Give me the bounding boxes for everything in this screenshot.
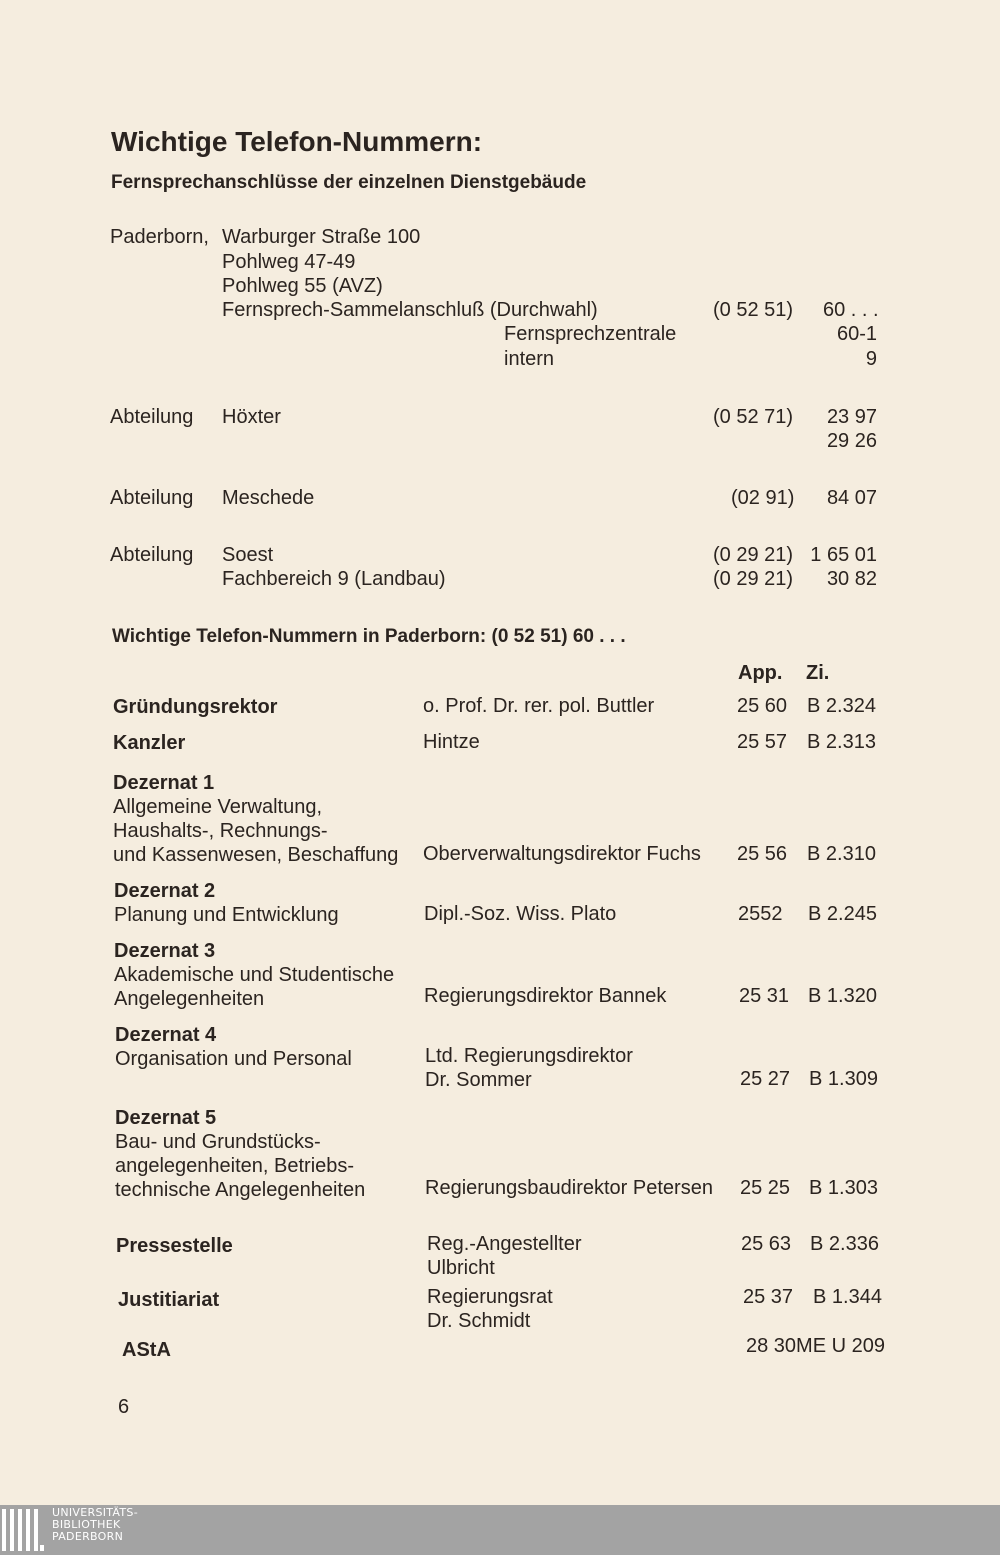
meschede-label: Abteilung [110,487,194,509]
pressestelle-person-2: Ulbricht [427,1257,495,1279]
dezernat1-zi: B 2.310 [807,843,876,865]
soest-sub-name: Fachbereich 9 (Landbau) [222,568,446,590]
gruendungsrektor-person: o. Prof. Dr. rer. pol. Buttler [423,695,655,717]
paderborn-central-label: Fernsprechzentrale [504,323,677,345]
justitiariat-person-2: Dr. Schmidt [427,1310,531,1332]
kanzler-title: Kanzler [113,732,186,754]
soest-sub-code: (0 29 21) [713,568,794,590]
hoexter-label: Abteilung [110,406,194,428]
library-logo-line3: PADERBORN [52,1530,124,1543]
dezernat1-title: Dezernat 1 [113,772,215,794]
soest-sub-number: 30 82 [826,568,877,590]
dezernat4-zi: B 1.309 [809,1068,878,1090]
paderborn-intern-number: 9 [865,348,877,370]
dezernat3-line2: Angelegenheiten [114,988,265,1010]
dezernat2-title: Dezernat 2 [114,880,216,902]
justitiariat-person-1: Regierungsrat [427,1286,553,1308]
soest-code: (0 29 21) [713,544,794,566]
library-logo-line2: BIBLIOTHEK [52,1518,121,1531]
paderborn-central-number: 60-1 [836,323,877,345]
page-number: 6 [118,1396,130,1418]
paderborn-intern-label: intern [504,348,555,370]
paderborn-address-1: Warburger Straße 100 [222,226,421,248]
dezernat3-zi: B 1.320 [808,985,877,1007]
gruendungsrektor-app: 25 60 [737,695,788,717]
paderborn-line-code: (0 52 51) [713,299,794,321]
hoexter-number-1: 23 97 [826,406,877,428]
page-subtitle: Fernsprechanschlüsse der einzelnen Dienstgebäude [111,172,587,193]
asta-app-zi: 28 30ME U 209 [746,1335,885,1357]
dezernat4-app: 25 27 [740,1068,791,1090]
justitiariat-zi: B 1.344 [813,1286,882,1308]
paderborn-address-3: Pohlweg 55 (AVZ) [222,275,383,297]
meschede-number: 84 07 [826,487,877,509]
dezernat5-person: Regierungsbaudirektor Petersen [425,1177,713,1199]
kanzler-app: 25 57 [737,731,788,753]
pressestelle-zi: B 2.336 [810,1233,879,1255]
paderborn-line-number: 60 . . . [823,299,879,321]
dezernat1-line2: Haushalts-, Rechnungs- [113,820,328,842]
dezernat4-person-1: Ltd. Regierungsdirektor [425,1045,633,1067]
dezernat2-app: 2552 [738,903,783,925]
dezernat5-line3: technische Angelegenheiten [115,1179,366,1201]
dezernat1-line1: Allgemeine Verwaltung, [113,796,323,818]
meschede-code: (02 91) [731,487,795,509]
dezernat5-line2: angelegenheiten, Betriebs- [115,1155,355,1177]
meschede-name: Meschede [222,487,315,509]
pressestelle-title: Pressestelle [116,1235,233,1257]
important-heading: Wichtige Telefon-Nummern in Paderborn: (0 52 51) 60 . . . [112,626,626,647]
soest-label: Abteilung [110,544,194,566]
pressestelle-app: 25 63 [741,1233,792,1255]
dezernat5-app: 25 25 [740,1177,791,1199]
pressestelle-person-1: Reg.-Angestellter [427,1233,582,1255]
library-logo-icon [2,1509,44,1551]
dezernat2-zi: B 2.245 [808,903,877,925]
paderborn-address-2: Pohlweg 47-49 [222,251,356,273]
dezernat5-line1: Bau- und Grundstücks- [115,1131,321,1153]
kanzler-zi: B 2.313 [807,731,876,753]
dezernat1-person: Oberverwaltungsdirektor Fuchs [423,843,701,865]
justitiariat-title: Justitiariat [118,1289,220,1311]
dezernat4-person-2: Dr. Sommer [425,1069,532,1091]
justitiariat-app: 25 37 [743,1286,794,1308]
hoexter-number-2: 29 26 [826,430,877,452]
dezernat3-app: 25 31 [739,985,790,1007]
hoexter-code: (0 52 71) [713,406,794,428]
paderborn-line-label: Fernsprech-Sammelanschluß (Durchwahl) [222,299,598,321]
dezernat5-zi: B 1.303 [809,1177,878,1199]
dezernat1-app: 25 56 [737,843,788,865]
dezernat2-line1: Planung und Entwicklung [114,904,339,926]
dezernat2-person: Dipl.-Soz. Wiss. Plato [424,903,617,925]
hoexter-name: Höxter [222,406,281,428]
dezernat4-line1: Organisation und Personal [115,1048,352,1070]
dezernat3-title: Dezernat 3 [114,940,216,962]
dezernat3-line1: Akademische und Studentische [114,964,395,986]
library-logo-line1: UNIVERSITÄTS- [52,1506,138,1519]
soest-name: Soest [222,544,274,566]
page-title: Wichtige Telefon-Nummern: [111,126,483,157]
column-header-app: App. [738,662,783,684]
column-header-zi: Zi. [806,662,830,684]
gruendungsrektor-title: Gründungsrektor [113,696,278,718]
dezernat3-person: Regierungsdirektor Bannek [424,985,667,1007]
library-footer-bar [0,1505,1000,1555]
dezernat1-line3: und Kassenwesen, Beschaffung [113,844,399,866]
kanzler-person: Hintze [423,731,480,753]
soest-number: 1 65 01 [810,544,877,566]
dezernat5-title: Dezernat 5 [115,1107,217,1129]
library-logo-text [52,1507,138,1543]
gruendungsrektor-zi: B 2.324 [807,695,876,717]
asta-title: AStA [122,1339,171,1361]
paderborn-city: Paderborn, [110,226,209,248]
dezernat4-title: Dezernat 4 [115,1024,217,1046]
